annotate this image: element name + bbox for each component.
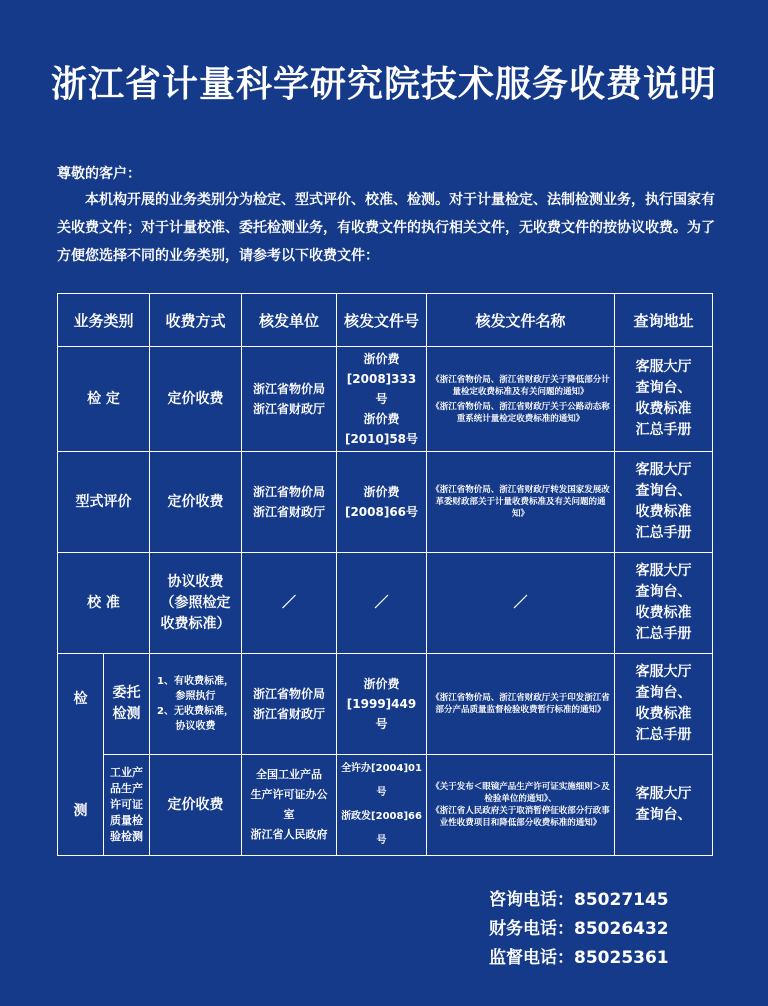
contact-consult [489, 886, 669, 915]
table-header-row [58, 294, 713, 347]
method-cell: 1、有收费标准， 参照执行 2、无收费标准， 协议收费 [150, 654, 242, 755]
category-cell: 型式评价 [58, 452, 150, 553]
subcategory-cell: 工业产 品生产 许可证 质量检 验检测 [104, 755, 150, 856]
header-issuer: 核发单位 [242, 294, 337, 347]
query-cell: 客服大厅 查询台、 收费标准 汇总手册 [615, 452, 713, 553]
contacts [489, 886, 669, 973]
header-method: 收费方式 [150, 294, 242, 347]
category-cell: 检 定 [58, 347, 150, 452]
doc-name-cell [427, 347, 615, 452]
doc-name-line: 《浙江省物价局、浙江省财政厅关于公路动态称重系统计量检定收费标准的通知》 [431, 401, 610, 424]
doc-name-cell: ／ [427, 553, 615, 654]
table-row [58, 755, 713, 856]
contact-label: 咨询电话： [489, 890, 574, 910]
subcategory-cell: 委托 检测 [104, 654, 150, 755]
table-row [58, 452, 713, 553]
issuer-cell: 浙江省物价局 浙江省财政厅 [242, 347, 337, 452]
header-query: 查询地址 [615, 294, 713, 347]
greeting: 尊敬的客户： [57, 166, 141, 182]
method-cell: 定价收费 [150, 347, 242, 452]
doc-no-cell: 浙价费 [2008]66号 [337, 452, 427, 553]
contact-number: 85025361 [574, 948, 669, 968]
category-cell: 检 测 [58, 654, 104, 856]
doc-no-cell: 全许办[2004]01号 浙政发[2008]66号 [337, 755, 427, 856]
query-cell: 客服大厅 查询台、 收费标准 汇总手册 [615, 347, 713, 452]
header-category: 业务类别 [58, 294, 150, 347]
header-doc-name: 核发文件名称 [427, 294, 615, 347]
doc-name-line: 《浙江省物价局、浙江省财政厅关于降低部分计量检定收费标准及有关问题的通知》 [431, 374, 610, 397]
doc-name-cell: 《浙江省物价局、浙江省财政厅转发国家发展改革委财政部关于计量收费标准及有关问题的通知》 [427, 452, 615, 553]
contact-number: 85027145 [574, 890, 669, 910]
doc-no-cell: 浙价费 [2008]333号 浙价费 [2010]58号 [337, 347, 427, 452]
header-doc-no: 核发文件号 [337, 294, 427, 347]
contact-supervision [489, 944, 669, 973]
contact-number: 85026432 [574, 919, 669, 939]
doc-name-cell: 《浙江省物价局、浙江省财政厅关于印发浙江省部分产品质量监督检验收费暂行标准的通知》 [427, 654, 615, 755]
doc-no-cell: ／ [337, 553, 427, 654]
issuer-cell: ／ [242, 553, 337, 654]
contact-label: 财务电话： [489, 919, 574, 939]
method-cell: 定价收费 [150, 452, 242, 553]
page-title: 浙江省计量科学研究院技术服务收费说明 [50, 64, 717, 105]
table-row [58, 553, 713, 654]
query-cell: 客服大厅 查询台、 [615, 755, 713, 856]
table-row [58, 347, 713, 452]
query-cell: 客服大厅 查询台、 收费标准 汇总手册 [615, 654, 713, 755]
category-cell: 校 准 [58, 553, 150, 654]
issuer-cell: 全国工业产品 生产许可证办公室 浙江省人民政府 [242, 755, 337, 856]
issuer-cell: 浙江省物价局 浙江省财政厅 [242, 654, 337, 755]
method-cell: 协议收费 （参照检定 收费标准） [150, 553, 242, 654]
intro-paragraph: 本机构开展的业务类别分为检定、型式评价、校准、检测。对于计量检定、法制检测业务，执行国家有关收费文件；对于计量校准、委托检测业务，有收费文件的执行相关文件，无收费文件的按协议收费。为了方便您选择不同的业务类别，请参考以下收费文件： [57, 192, 715, 264]
query-cell: 客服大厅 查询台、 收费标准 汇总手册 [615, 553, 713, 654]
method-cell: 定价收费 [150, 755, 242, 856]
contact-label: 监督电话： [489, 948, 574, 968]
fee-table [57, 293, 713, 856]
table-row [58, 654, 713, 755]
contact-finance [489, 915, 669, 944]
issuer-cell: 浙江省物价局 浙江省财政厅 [242, 452, 337, 553]
doc-no-cell: 浙价费 [1999]449号 [337, 654, 427, 755]
doc-name-cell: 《关于发布＜眼镜产品生产许可证实施细则＞及检验单位的通知》、 《浙江省人民政府关于取消暂停征收部分行政事业性收费项目和降低部分收费标准的通知》 [427, 755, 615, 856]
